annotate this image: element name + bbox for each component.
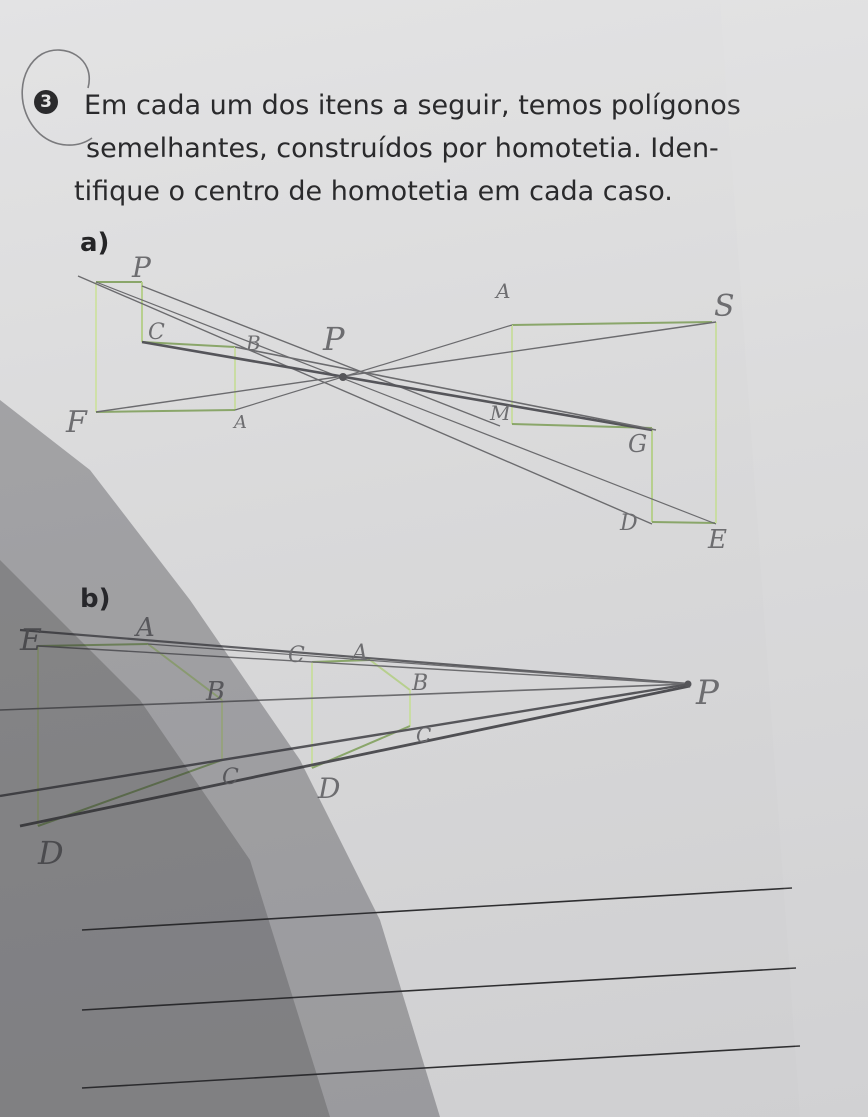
figure-b-letter-b2: B — [412, 671, 429, 696]
figure-b-letter-c: C — [222, 765, 239, 790]
figure-b-letter-a2: A — [352, 641, 368, 666]
question-line-1: Em cada um dos itens a seguir, temos polígonos — [84, 90, 741, 121]
figure-b-letter-a: A — [136, 613, 155, 643]
figure-b-letter-c2: C — [288, 643, 305, 668]
figure-a-center-letter: P — [323, 320, 345, 358]
answer-line-3[interactable] — [82, 1046, 800, 1088]
figure-b-letter-d: D — [38, 834, 64, 872]
figure-a-letter-s: S — [714, 289, 735, 324]
figure-b-center-letter: P — [696, 673, 719, 713]
figure-a-letter-d: D — [620, 511, 638, 536]
figure-a-letter-a: A — [234, 412, 247, 433]
figure-a-letter-p1: P — [132, 251, 151, 284]
answer-line-2[interactable] — [82, 968, 796, 1010]
question-line-3: tifique o centro de homotetia em cada caso. — [74, 176, 673, 207]
figure-b-letter-e: E — [20, 623, 42, 658]
item-b-label: b) — [80, 584, 111, 614]
figure-a-letter-c: C — [148, 320, 165, 345]
figure-a-letter-e: E — [708, 525, 727, 555]
answer-line-1[interactable] — [82, 888, 792, 930]
figure-a-letter-f: F — [66, 405, 87, 440]
item-a-label: a) — [80, 228, 110, 258]
figure-b-letter-c3: C — [416, 723, 432, 747]
question-number-badge: 3 — [34, 90, 58, 114]
figure-b-letter-b: B — [206, 677, 226, 707]
question-line-2: semelhantes, construídos por homotetia. Iden- — [86, 133, 719, 164]
figure-a-letter-a2: A — [496, 279, 511, 303]
figure-a-letter-b: B — [246, 331, 261, 355]
figure-b-letter-d2: D — [318, 772, 341, 805]
figure-a-letter-g: G — [628, 430, 648, 458]
figure-a-letter-m: M — [490, 401, 511, 425]
